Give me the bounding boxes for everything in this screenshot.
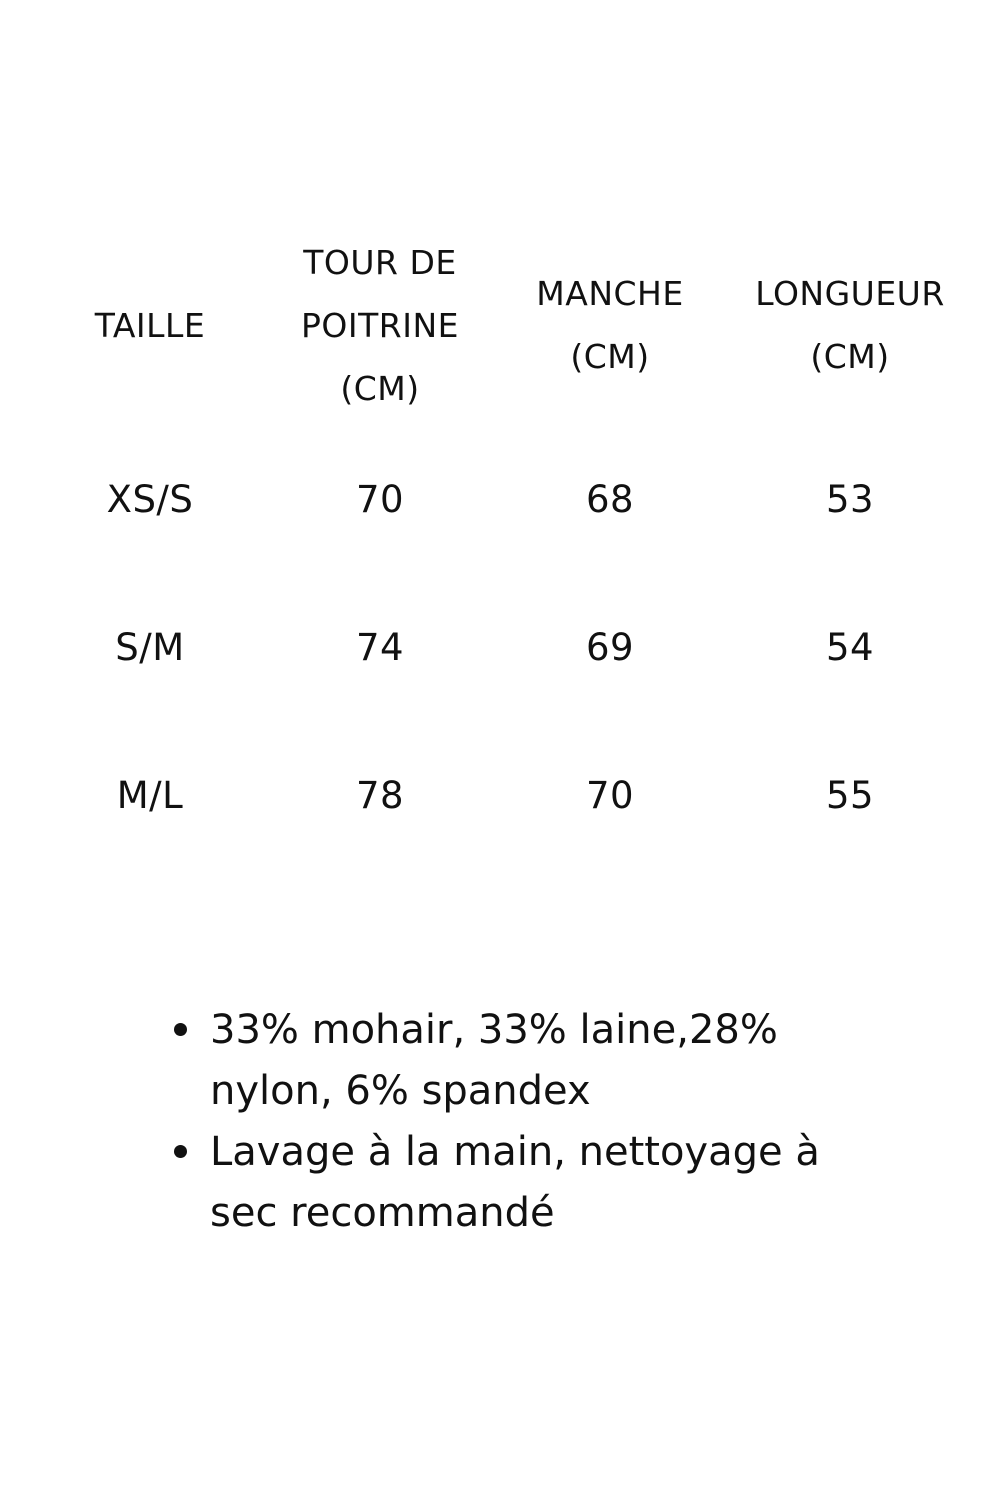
length-cell: 54 xyxy=(825,625,875,669)
header-longueur: LONGUEUR (CM) xyxy=(755,274,945,376)
size-chart-table xyxy=(30,225,970,869)
length-cell: 53 xyxy=(825,477,875,521)
product-details-list xyxy=(170,1000,860,1244)
composition-text: 33% mohair, 33% laine,28% nylon, 6% spandex xyxy=(210,1007,778,1114)
chest-cell: 74 xyxy=(355,625,405,669)
care-instructions-text: Lavage à la main, nettoyage à sec recommandé xyxy=(210,1129,820,1236)
size-cell: XS/S xyxy=(106,477,194,521)
table-row xyxy=(30,721,970,869)
sleeve-cell: 68 xyxy=(585,477,635,521)
chest-cell: 70 xyxy=(355,477,405,521)
table-header-row xyxy=(30,225,970,425)
length-cell: 55 xyxy=(825,773,875,817)
sleeve-cell: 69 xyxy=(585,625,635,669)
header-taille: TAILLE xyxy=(94,305,206,345)
size-cell: M/L xyxy=(116,773,184,817)
list-item xyxy=(170,1000,860,1122)
sleeve-cell: 70 xyxy=(585,773,635,817)
header-manche: MANCHE (CM) xyxy=(536,274,684,376)
table-row xyxy=(30,425,970,573)
header-tour-de-poitrine: TOUR DE POITRINE (CM) xyxy=(301,242,459,408)
list-item xyxy=(170,1122,860,1244)
chest-cell: 78 xyxy=(355,773,405,817)
table-row xyxy=(30,573,970,721)
size-cell: S/M xyxy=(115,625,185,669)
bullet-icon xyxy=(170,1000,210,1061)
bullet-icon xyxy=(170,1122,210,1183)
